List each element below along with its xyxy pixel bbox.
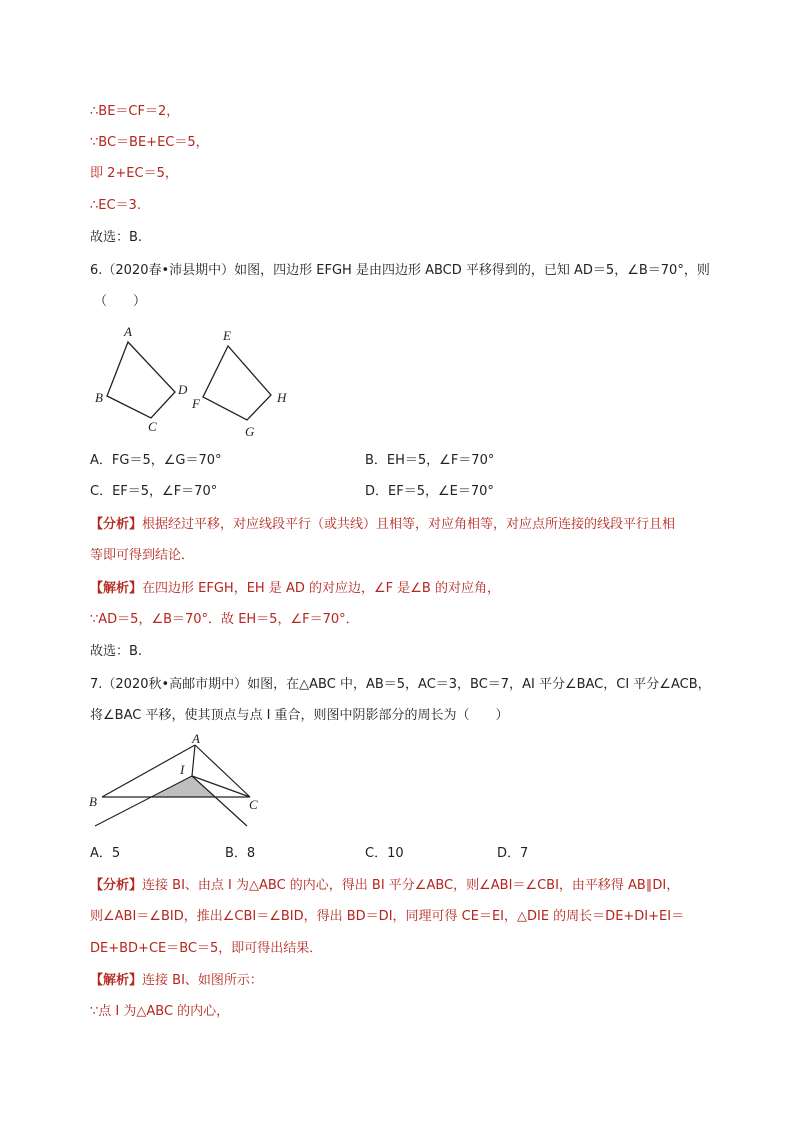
q6-solution-line1 [90, 580, 500, 598]
q7-solution-line2: ∵点 I 为△ABC 的内心， [90, 1004, 230, 1019]
q7-option-d[interactable]: D．7 [497, 846, 529, 861]
translated-ray-right [192, 776, 247, 826]
q7-analysis-line3: DE+BD+CE＝BC＝5，即可得出结果． [90, 941, 323, 956]
q7-solution-line1 [90, 972, 263, 990]
translated-ray-left [95, 776, 192, 826]
q6-analysis-line2: 等即可得到结论． [90, 548, 195, 563]
label-a: A [124, 324, 132, 339]
solution-text: 在四边形 EFGH，EH 是 AD 的对应边，∠F 是∠B 的对应角， [142, 581, 500, 596]
q6-option-b[interactable]: B．EH＝5，∠F＝70° [365, 453, 495, 468]
quadrilateral-efgh [203, 346, 271, 420]
label-b: B [89, 794, 97, 809]
label-e: E [223, 328, 231, 343]
label-h: H [277, 390, 287, 405]
label-c: C [249, 797, 258, 812]
q7-option-c[interactable]: C．10 [365, 846, 404, 861]
analysis-tag: 【分析】 [90, 517, 143, 532]
segment-ai [192, 745, 195, 776]
q7-option-a[interactable]: A．5 [90, 846, 121, 861]
q7-figure [85, 730, 275, 830]
q6-option-a[interactable]: A．FG＝5，∠G＝70° [90, 453, 222, 468]
q7-analysis-line2: 则∠ABI＝∠BID，推出∠CBI＝∠BID，得出 BD＝DI，同理可得 CE＝EI，△DIE 的周长＝DE+DI+EI＝ [90, 909, 685, 924]
label-g: G [245, 424, 255, 439]
prev-answer: 故选：B. [90, 230, 143, 245]
q6-solution-line2: ∵AD＝5，∠B＝70°．故 EH＝5，∠F＝70°． [90, 612, 359, 627]
analysis-text: 连接 BI、由点 I 为△ABC 的内心，得出 BI 平分∠ABC，则∠ABI＝∠CBI，由平移得 AB∥DI， [142, 878, 680, 893]
label-d: D [178, 382, 188, 397]
solution-tag: 【解析】 [90, 973, 143, 988]
q6-stem-line1: 6.（2020春•沛县期中）如图，四边形 EFGH 是由四边形 ABCD 平移得到的，已知 AD＝5，∠B＝70°，则 [90, 263, 710, 278]
q6-stem-line2: （ ） [94, 294, 147, 309]
q6-analysis-line1 [90, 516, 675, 534]
label-b: B [95, 390, 103, 405]
q7-analysis-line1 [90, 877, 679, 895]
label-a: A [192, 731, 200, 746]
prev-step-3: 即 2+EC＝5， [90, 166, 178, 181]
q7-stem-line2: 将∠BAC 平移，使其顶点与点 I 重合，则图中阴影部分的周长为（ ） [90, 708, 509, 723]
q6-option-c[interactable]: C．EF＝5，∠F＝70° [90, 484, 218, 499]
analysis-tag: 【分析】 [90, 878, 143, 893]
label-i: I [180, 762, 185, 777]
prev-step-1: ∴BE＝CF＝2， [90, 104, 180, 119]
quadrilateral-abcd [107, 342, 175, 418]
q6-answer: 故选：B. [90, 644, 143, 659]
analysis-text: 根据经过平移，对应线段平行（或共线）且相等，对应角相等，对应点所连接的线段平行且相 [142, 517, 676, 532]
shaded-triangle [153, 776, 215, 797]
solution-tag: 【解析】 [90, 581, 143, 596]
q6-figure [90, 320, 320, 445]
q7-stem-line1: 7.（2020秋•高邮市期中）如图，在△ABC 中，AB＝5，AC＝3，BC＝7，AI 平分∠BAC，CI 平分∠ACB， [90, 677, 711, 692]
prev-step-4: ∴EC＝3. [90, 198, 141, 213]
prev-step-2: ∵BC＝BE+EC＝5， [90, 135, 209, 150]
label-c: C [148, 419, 157, 434]
q7-option-b[interactable]: B．8 [225, 846, 256, 861]
solution-text: 连接 BI、如图所示： [142, 973, 263, 988]
q6-option-d[interactable]: D．EF＝5，∠E＝70° [365, 484, 494, 499]
label-f: F [192, 396, 200, 411]
